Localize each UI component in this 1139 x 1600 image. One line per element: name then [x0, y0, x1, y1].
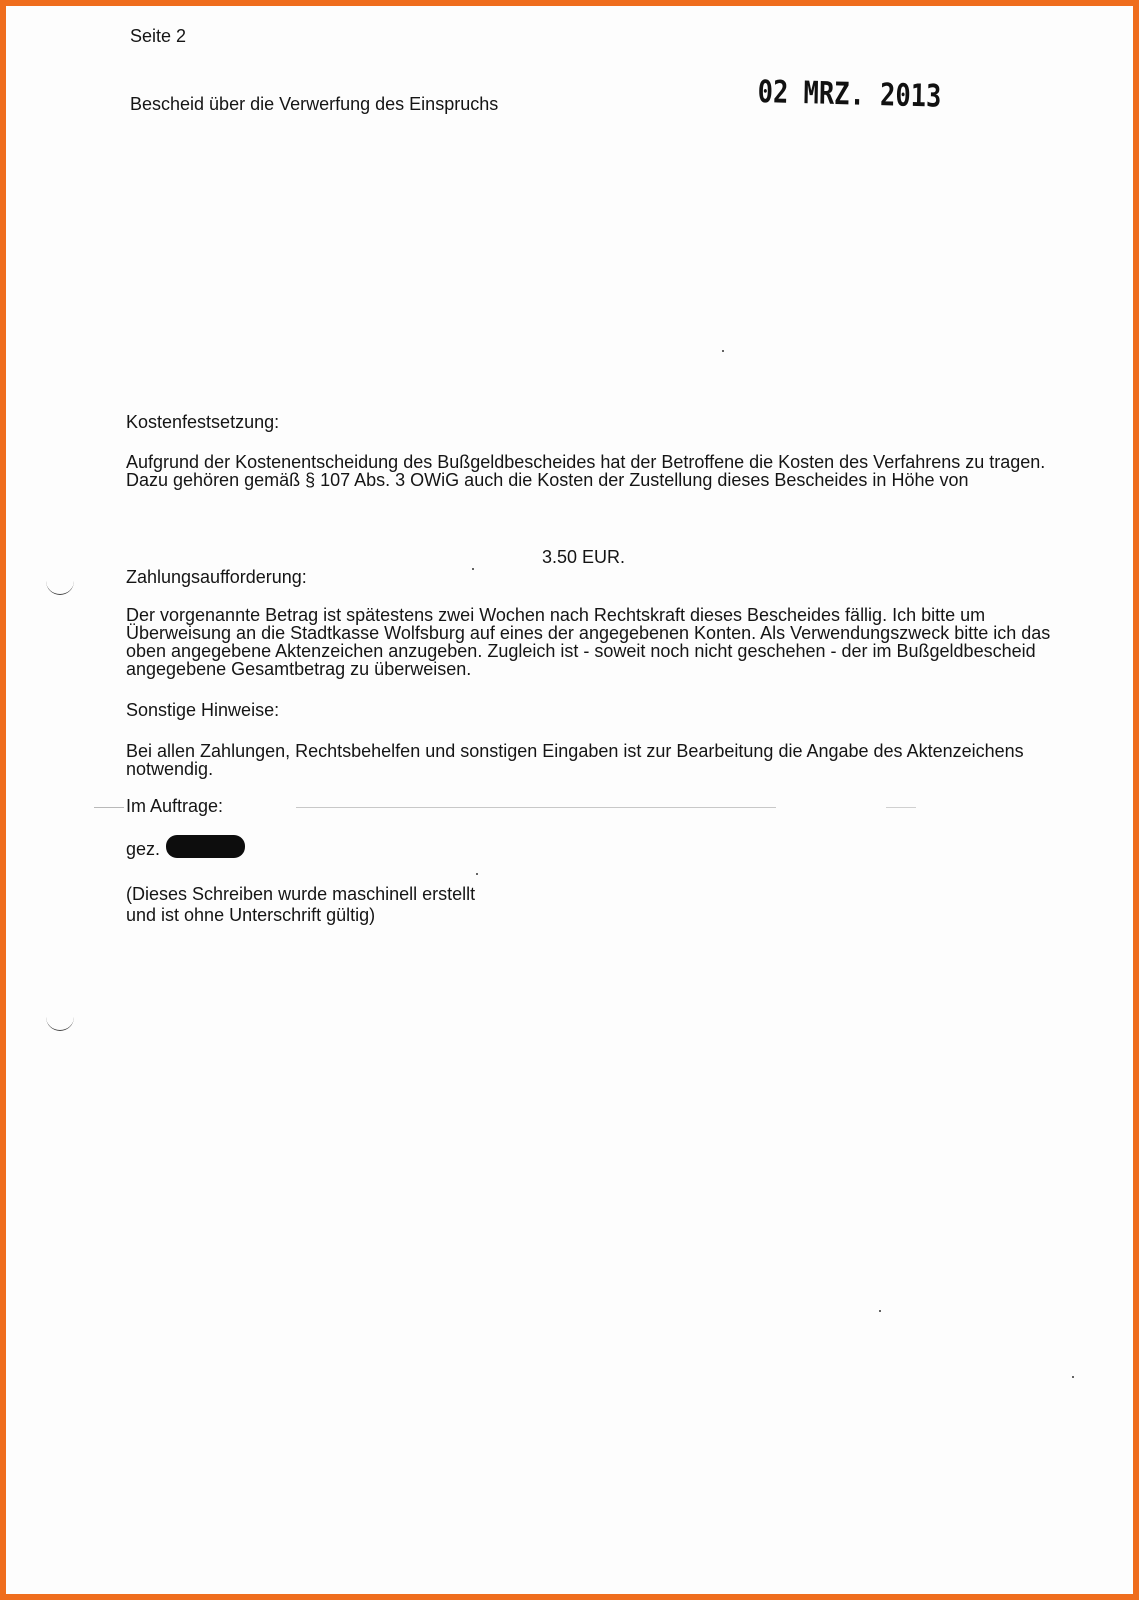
- scan-speck: [476, 873, 478, 875]
- date-stamp: 02 MRZ. 2013: [757, 74, 942, 115]
- machine-note-line-1: (Dieses Schreiben wurde maschinell erstellt: [126, 884, 476, 904]
- notes-heading: Sonstige Hinweise:: [126, 700, 280, 720]
- document-subject: Bescheid über die Verwerfung des Einspruchs: [130, 94, 499, 114]
- on-behalf-label: Im Auftrage:: [126, 796, 224, 816]
- redacted-name: [166, 835, 245, 858]
- punch-hole-mark: [46, 1016, 74, 1031]
- cost-amount: 3.50 EUR.: [542, 547, 626, 567]
- machine-note-line-2: und ist ohne Unterschrift gültig): [126, 905, 376, 925]
- payment-heading: Zahlungsaufforderung:: [126, 567, 307, 587]
- cost-heading: Kostenfestsetzung:: [126, 412, 280, 432]
- notes-paragraph: Bei allen Zahlungen, Rechtsbehelfen und sonstigen Eingaben ist zur Bearbeitung die Angabe des Aktenzeichens notwendig.: [126, 741, 1024, 779]
- scan-artifact-line: [94, 807, 124, 808]
- punch-hole-mark: [46, 580, 74, 595]
- signed-prefix: gez.: [126, 839, 161, 859]
- page-number: Seite 2: [130, 26, 187, 46]
- scan-speck: [722, 350, 724, 352]
- payment-paragraph: Der vorgenannte Betrag ist spätestens zwei Wochen nach Rechtskraft dieses Bescheides fällig. Ich bitte um Überweisung an die Stadtkasse Wolfsburg auf eines der angegebenen Konten. Als Verwendungszweck bitte ich das oben angegebene Aktenzeichen anzugeben. Zugleich ist - soweit noch nicht geschehen - der im Bußgeldbescheid angegebene Gesamtbetrag zu überweisen.: [126, 605, 1051, 679]
- cost-paragraph: Aufgrund der Kostenentscheidung des Bußgeldbescheides hat der Betroffene die Kosten des Verfahrens zu tragen. Dazu gehören gemäß § 107 Abs. 3 OWiG auch die Kosten der Zustellung dieses Bescheides in Höhe von: [126, 452, 1046, 490]
- scan-artifact-line: [886, 807, 916, 808]
- scan-speck: [472, 568, 474, 570]
- scan-artifact-line: [296, 807, 776, 808]
- scan-speck: [1072, 1376, 1074, 1378]
- scan-speck: [879, 1310, 881, 1312]
